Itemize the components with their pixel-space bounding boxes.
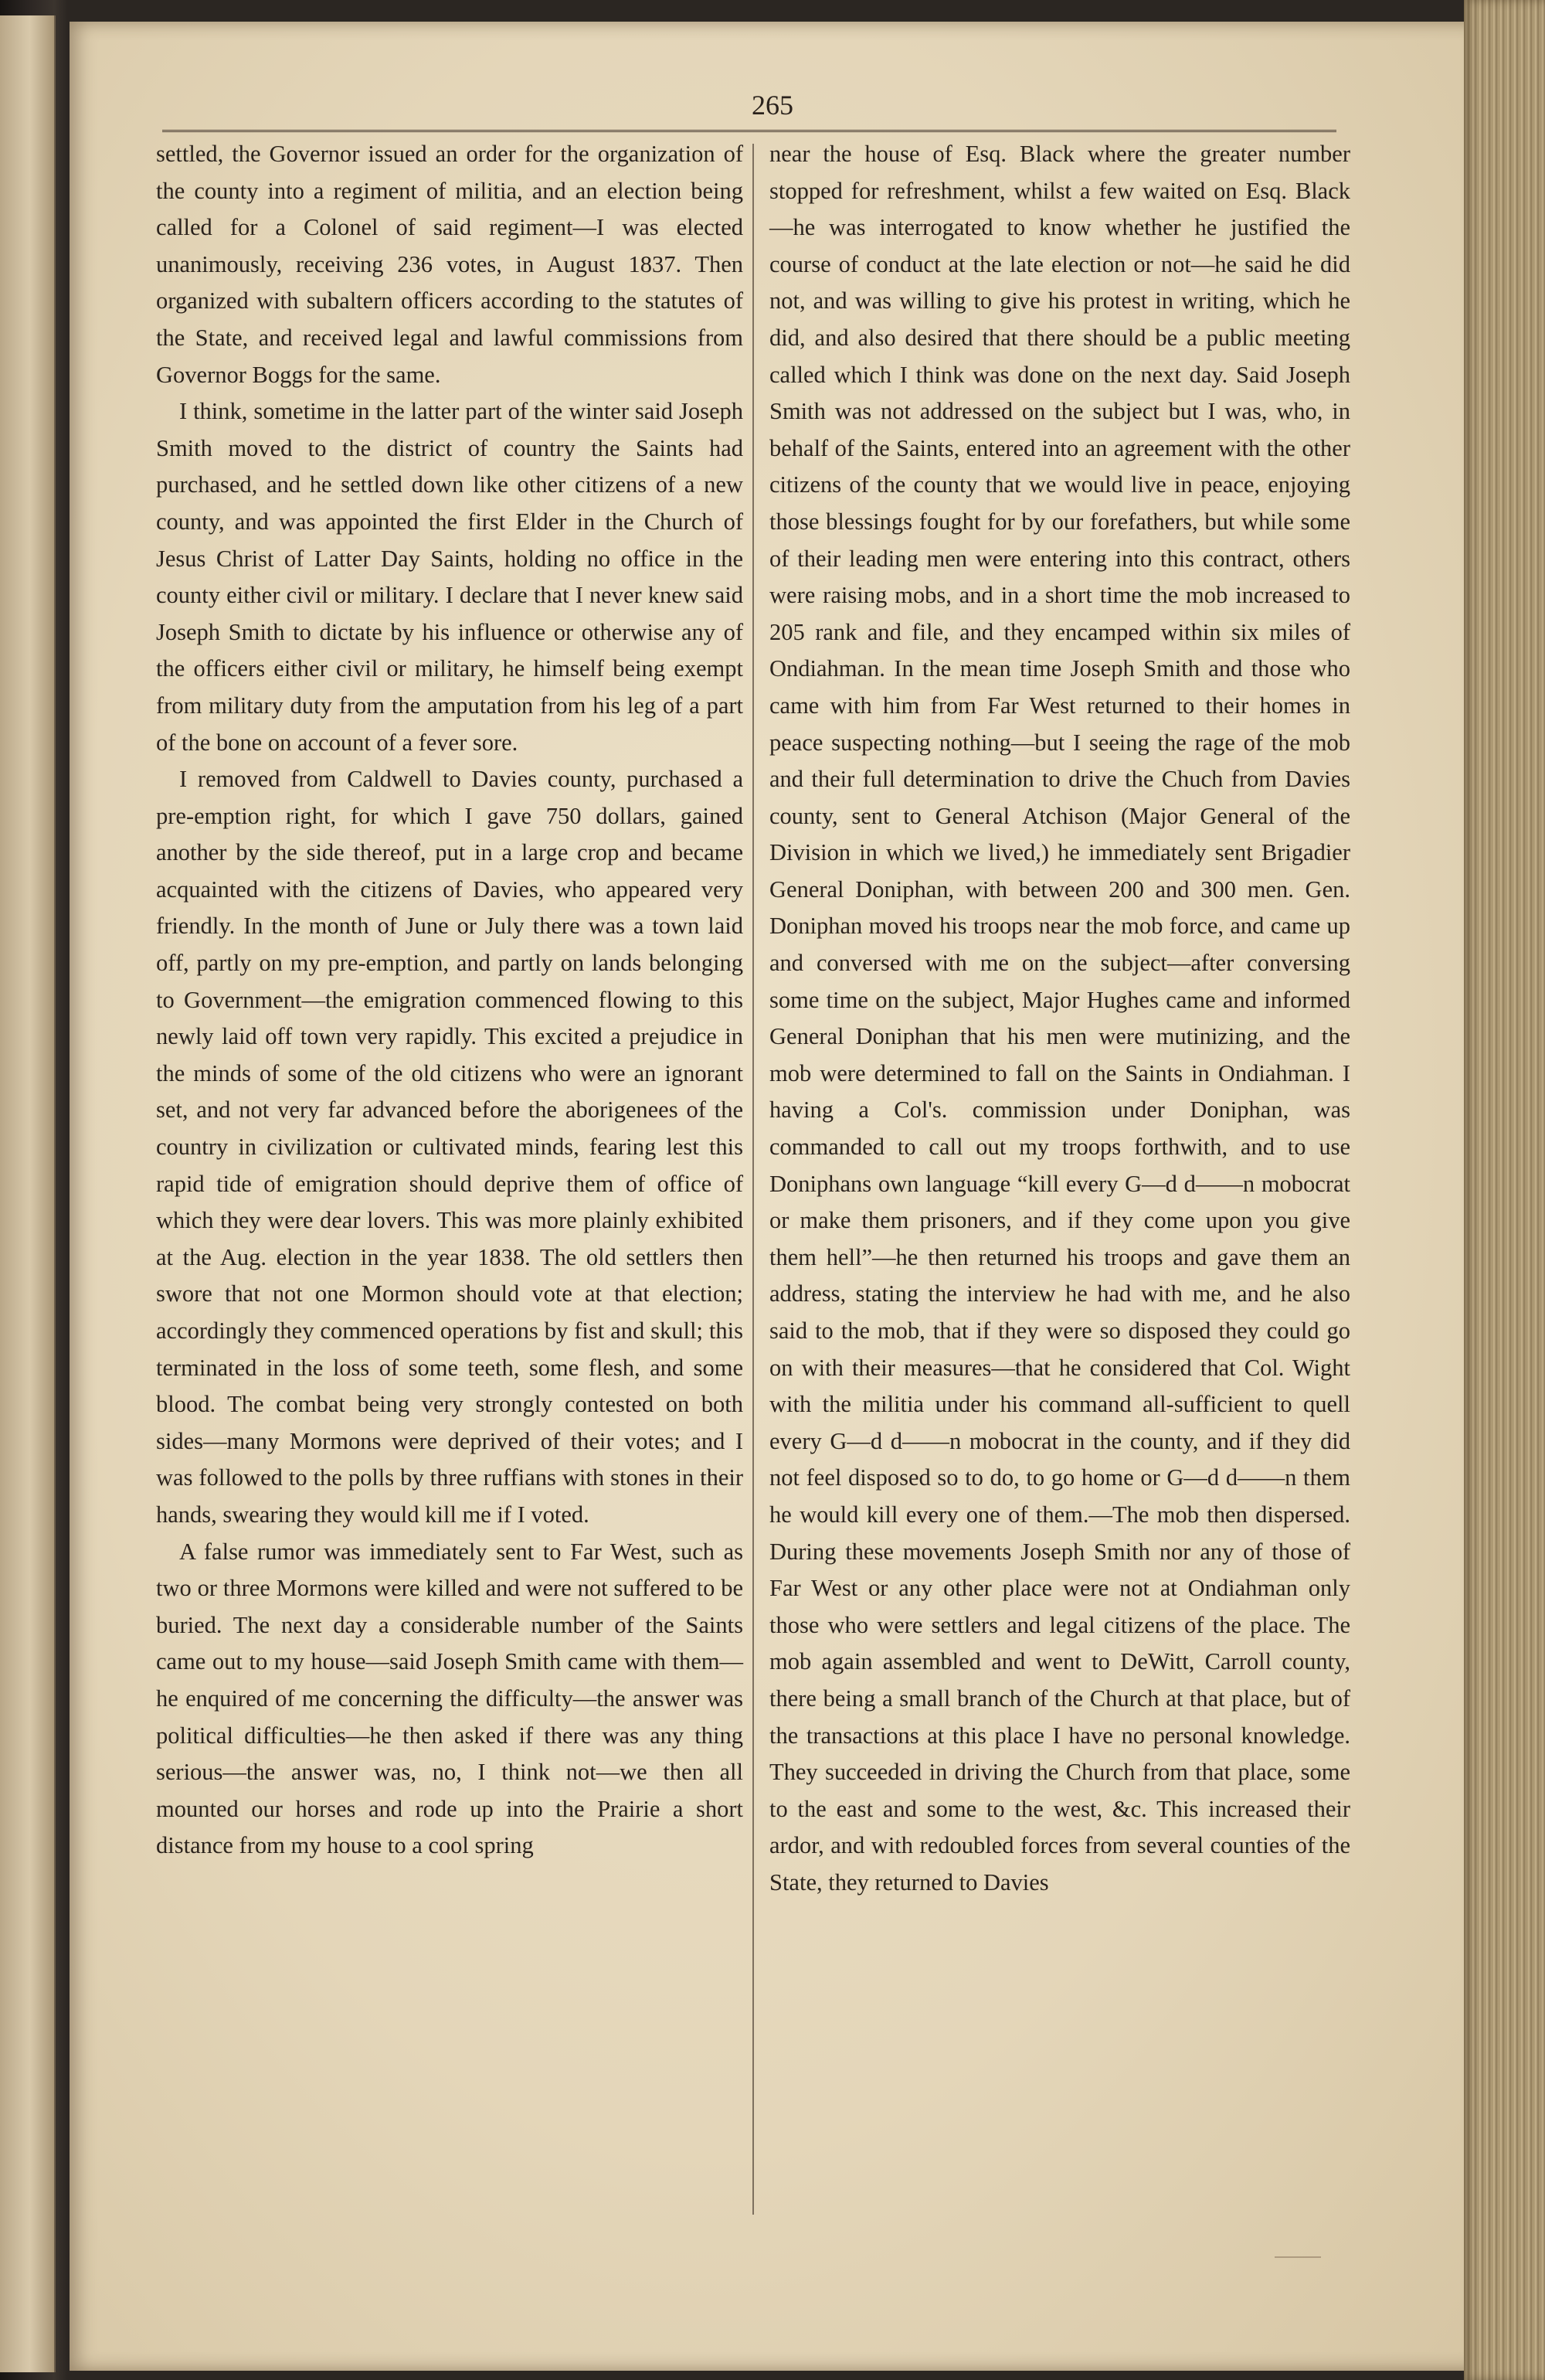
paragraph: settled, the Governor issued an order for the organization of the county into a regiment of militia, and an election being called for a Colonel of said regiment—I was elected unanimously, receiving 236 votes, in August 1837. Then organized with subaltern officers according to the statutes of the State, and received legal and lawful commissions from Governor Boggs for the same. xyxy=(156,141,743,388)
ink-smudge xyxy=(1275,2256,1321,2258)
page-fore-edge xyxy=(1464,0,1545,2380)
page-number: 265 xyxy=(752,90,793,121)
paragraph: near the house of Esq. Black where the greater number stopped for refreshment, whilst a few waited on Esq. Black—he was interrogated to know whether he justified the course of conduct at the late election or not—he said he did not, and was willing to give his protest in writing, which he did, and also desired that there should be a public meeting called which I think was done on the next day. Said Joseph Smith was not addressed on the subject but I was, who, in behalf of the Saints, entered into an agreement with the other citizens of the county that we would live in peace, enjoying those blessings fought for by our forefathers, but while some of their leading men were entering into this contract, others were raising mobs, and in a short time the mob increased to 205 rank and file, and they encamped within six miles of Ondiahman. In the mean time Joseph Smith and those who came with him from Far West returned to their homes in peace suspecting nothing—but I seeing the rage of the mob and their full determination to drive the Chuch from Davies county, sent to General Atchison (Major General of the Division in which we lived,) he immediately sent Brigadier General Doniphan, with between 200 and 300 men. Gen. Doniphan moved his troops near the mob force, and came up and conversed with me on the subject—after conversing some time on the subject, Major Hughes came and informed General Doniphan that his men were mutinizing, and the mob were determined to fall on the Saints in Ondiahman. I having a Col's. commission under Doniphan, was commanded to call out my troops forthwith, and to use Doniphans own language “kill every G—d d——n mobocrat or make them prisoners, and if they come upon you give them hell”—he then returned his troops and gave them an address, stating the interview he had with me, and he also said to the mob, that if they were so disposed they could go on with their measures—that he considered that Col. Wight with the militia under his command all-sufficient to quell every G—d d——n mobocrat in the county, and if they did not feel disposed so to do, to go home or G—d d——n them he would kill every one of them.—The mob then dispersed. During these movements Joseph Smith nor any of those of Far West or any other place were not at Ondiahman only those who were settlers and legal citizens of the place. The mob again assembled and went to DeWitt, Carroll county, there being a small branch of the Church at that place, but of the transactions at this place I have no personal knowledge. They succeeded in driving the Church from that place, some to the east and some to the west, &c. This increased their ardor, and with redoubled forces from several counties of the State, they returned to Davies xyxy=(769,141,1350,1896)
facing-page-edge xyxy=(0,15,56,2372)
right-column xyxy=(769,136,1350,1902)
paragraph: I removed from Caldwell to Davies county, purchased a pre-emption right, for which I gave 750 dollars, gained another by the side thereof, put in a large crop and became acquainted with the citizens of Davies, who appeared very friendly. In the month of June or July there was a town laid off, partly on my pre-emption, and partly on lands belonging to Government—the emigration commenced flowing to this newly laid off town very rapidly. This excited a prejudice in the minds of some of the old citizens who were an ignorant set, and not very far advanced before the aborigenees of the country in civilization or cultivated minds, fearing lest this rapid tide of emigration should deprive them of office of which they were dear lovers. This was more plainly exhibited at the Aug. election in the year 1838. The old settlers then swore that not one Mormon should vote at that election; accordingly they commenced operations by fist and skull; this terminated in the loss of some teeth, some flesh, and some blood. The combat being very strongly contested on both sides—many Mormons were deprived of their votes; and I was followed to the polls by three ruffians with stones in their hands, swearing they would kill me if I voted. xyxy=(156,766,743,1528)
column-divider xyxy=(752,144,754,2215)
paragraph: A false rumor was immediately sent to Far West, such as two or three Mormons were killed and were not suffered to be buried. The next day a considerable number of the Saints came out to my house—said Joseph Smith came with them—he enquired of me concerning the difficulty—the answer was political difficulties—he then asked if there was any thing serious—the answer was, no, I think not—we then all mounted our horses and rode up into the Prairie a short distance from my house to a cool spring xyxy=(156,1538,743,1859)
left-column xyxy=(156,136,743,1865)
paragraph: I think, sometime in the latter part of the winter said Joseph Smith moved to the district of country the Saints had purchased, and he settled down like other citizens of a new county, and was appointed the first Elder in the Church of Jesus Christ of Latter Day Saints, holding no office in the county either civil or military. I declare that I never knew said Joseph Smith to dictate by his influence or otherwise any of the officers either civil or military, he himself being exempt from military duty from the amputation from his leg of a part of the bone on account of a fever sore. xyxy=(156,398,743,756)
header-rule xyxy=(162,130,1336,132)
